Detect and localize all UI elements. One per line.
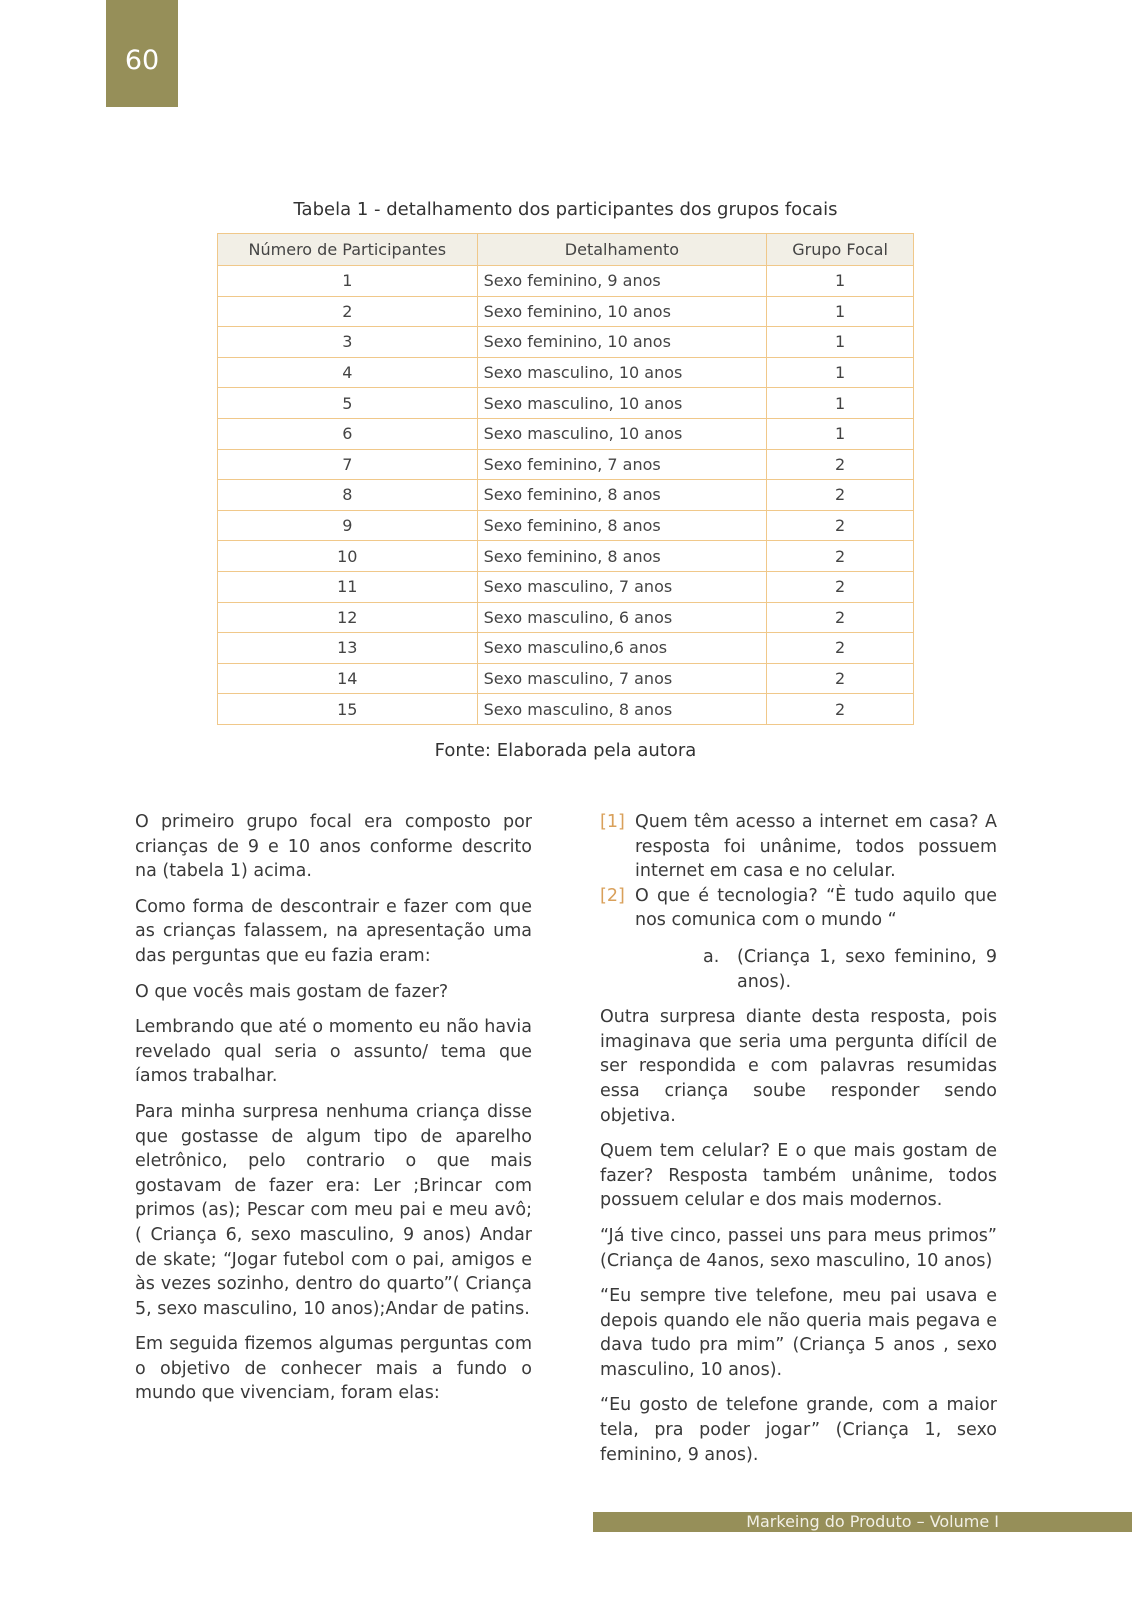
footer-text: Markeing do Produto – Volume I (746, 1512, 999, 1531)
page-number: 60 (106, 0, 178, 107)
detail-cell: Sexo masculino, 6 anos (477, 602, 767, 633)
participant-number-cell: 11 (218, 571, 478, 602)
detail-cell: Sexo masculino,6 anos (477, 633, 767, 664)
focus-group-cell: 1 (767, 296, 914, 327)
table-row (218, 480, 914, 511)
table-row (218, 418, 914, 449)
focus-group-cell: 1 (767, 327, 914, 358)
detail-cell: Sexo masculino, 7 anos (477, 571, 767, 602)
focus-group-cell: 2 (767, 541, 914, 572)
detail-cell: Sexo feminino, 7 anos (477, 449, 767, 480)
participant-number-cell: 9 (218, 510, 478, 541)
detail-cell: Sexo feminino, 8 anos (477, 510, 767, 541)
focus-group-cell: 1 (767, 388, 914, 419)
detail-cell: Sexo feminino, 10 anos (477, 327, 767, 358)
paragraph: Quem tem celular? E o que mais gostam de fazer? Resposta também unânime, todos possuem celular e dos mais modernos. (600, 1141, 997, 1211)
table-row (218, 663, 914, 694)
question-number: [2] (600, 885, 625, 906)
paragraph: “Eu sempre tive telefone, meu pai usava e depois quando ele não queria mais pegava e dava tudo pra mim” (Criança 5 anos , sexo masculino, 10 anos). (600, 1286, 997, 1380)
table-row (218, 327, 914, 358)
participants-table (217, 233, 914, 725)
table-row (218, 357, 914, 388)
participant-number-cell: 4 (218, 357, 478, 388)
table-source: Fonte: Elaborada pela autora (434, 740, 697, 761)
paragraph: Para minha surpresa nenhuma criança disse que gostasse de algum tipo de aparelho eletrônico, pelo contrario o que mais gostavam de fazer era: Ler ;Brincar com primos (as); Pescar com meu pai e meu avô;( Criança 6, sexo masculino, 9 anos) Andar de skate; “Jogar futebol com o pai, amigos e às vezes sozinho, dentro do quarto”( Criança 5, sexo masculino, 10 anos);Andar de patins. (135, 1101, 532, 1319)
table-row (218, 571, 914, 602)
question-list (600, 810, 997, 933)
table-row (218, 510, 914, 541)
focus-group-cell: 2 (767, 449, 914, 480)
detail-cell: Sexo masculino, 7 anos (477, 663, 767, 694)
paragraph: Em seguida fizemos algumas perguntas com o objetivo de conhecer mais a fundo o mundo que vivenciam, foram elas: (135, 1334, 532, 1404)
table-header-row (218, 234, 914, 266)
detail-cell: Sexo masculino, 10 anos (477, 388, 767, 419)
question-text: Quem têm acesso a internet em casa? A resposta foi unânime, todos possuem internet em casa e no celular. (635, 812, 997, 882)
table-row (218, 694, 914, 725)
table-caption: Tabela 1 - detalhamento dos participantes dos grupos focais (293, 199, 838, 220)
detail-cell: Sexo masculino, 10 anos (477, 357, 767, 388)
detail-cell: Sexo feminino, 8 anos (477, 541, 767, 572)
paragraph: Como forma de descontrair e fazer com que as crianças falassem, na apresentação uma das perguntas que eu fazia eram: (135, 896, 532, 966)
participant-number-cell: 7 (218, 449, 478, 480)
focus-group-cell: 2 (767, 480, 914, 511)
sub-list-text: (Criança 1, sexo feminino, 9 anos). (737, 946, 997, 992)
participant-number-cell: 12 (218, 602, 478, 633)
table-row (218, 633, 914, 664)
participant-number-cell: 3 (218, 327, 478, 358)
footer-bar (593, 1512, 1132, 1532)
table-row (218, 449, 914, 480)
focus-group-cell: 2 (767, 663, 914, 694)
focus-group-cell: 1 (767, 266, 914, 297)
participant-number-cell: 5 (218, 388, 478, 419)
focus-group-cell: 2 (767, 571, 914, 602)
focus-group-cell: 2 (767, 694, 914, 725)
participant-number-cell: 1 (218, 266, 478, 297)
participant-number-cell: 6 (218, 418, 478, 449)
participant-number-cell: 13 (218, 633, 478, 664)
detail-cell: Sexo feminino, 10 anos (477, 296, 767, 327)
participant-number-cell: 10 (218, 541, 478, 572)
detail-cell: Sexo masculino, 8 anos (477, 694, 767, 725)
paragraph: “Eu gosto de telefone grande, com a maior tela, pra poder jogar” (Criança 1, sexo feminino, 9 anos). (600, 1395, 997, 1465)
table-row (218, 266, 914, 297)
sub-list-marker: a. (703, 946, 720, 967)
table-row (218, 388, 914, 419)
table-row (218, 541, 914, 572)
table-row (218, 296, 914, 327)
table-row (218, 602, 914, 633)
question-number: [1] (600, 812, 625, 832)
sub-list-item (600, 945, 997, 994)
participant-number-cell: 2 (218, 296, 478, 327)
focus-group-cell: 1 (767, 418, 914, 449)
right-text-column (600, 810, 997, 1478)
paragraph: Outra surpresa diante desta resposta, pois imaginava que seria uma pergunta difícil de ser respondida e com palavras resumidas essa criança soube responder sendo objetiva. (600, 1007, 997, 1126)
column-header: Grupo Focal (767, 234, 914, 266)
column-header: Número de Participantes (218, 234, 478, 266)
focus-group-cell: 1 (767, 357, 914, 388)
paragraph: Lembrando que até o momento eu não havia revelado qual seria o assunto/ tema que íamos trabalhar. (135, 1017, 532, 1087)
question-item (600, 884, 997, 933)
detail-cell: Sexo masculino, 10 anos (477, 418, 767, 449)
paragraph: O que vocês mais gostam de fazer? (135, 981, 449, 1002)
participant-number-cell: 14 (218, 663, 478, 694)
participant-number-cell: 15 (218, 694, 478, 725)
focus-group-cell: 2 (767, 633, 914, 664)
focus-group-cell: 2 (767, 602, 914, 633)
left-text-column (135, 810, 532, 1417)
table-body (218, 266, 914, 725)
focus-group-cell: 2 (767, 510, 914, 541)
paragraph: “Já tive cinco, passei uns para meus primos” (Criança de 4anos, sexo masculino, 10 anos) (600, 1225, 997, 1271)
question-text: O que é tecnologia? “È tudo aquilo que nos comunica com o mundo “ (635, 885, 997, 931)
column-header: Detalhamento (477, 234, 767, 266)
detail-cell: Sexo feminino, 9 anos (477, 266, 767, 297)
question-item (600, 810, 997, 884)
paragraph: O primeiro grupo focal era composto por crianças de 9 e 10 anos conforme descrito na (tabela 1) acima. (135, 812, 532, 882)
detail-cell: Sexo feminino, 8 anos (477, 480, 767, 511)
participant-number-cell: 8 (218, 480, 478, 511)
